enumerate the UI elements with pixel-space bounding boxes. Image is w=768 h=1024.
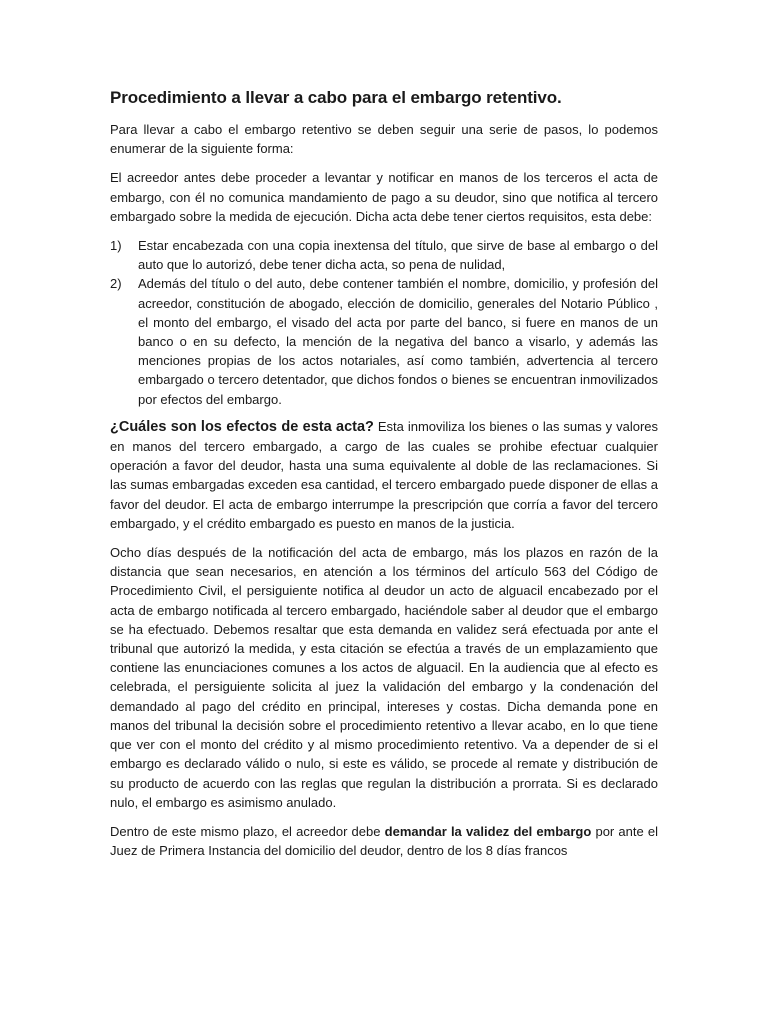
list-item-text: Estar encabezada con una copia inextensa del título, que sirve de base al embargo o del auto que lo autorizó, debe tener dicha acta, so pena de nulidad,	[138, 238, 658, 273]
requirements-list	[110, 236, 658, 409]
dentro-plazo-paragraph	[110, 822, 658, 860]
list-item	[110, 236, 658, 274]
list-item	[110, 274, 658, 408]
efectos-paragraph	[110, 417, 658, 533]
efectos-text: Esta inmoviliza los bienes o las sumas y valores en manos del tercero embargado, a cargo de las cuales se prohibe efectuar cualquier operación a favor del deudor, hasta una suma equivalente al doble de las reclamaciones. Si las sumas embargadas exceden esa cantidad, el tercero embargado puede disponer de ellas a favor del deudor. El acta de embargo interrumpe la prescripción que corría a favor del tercero embargado, y el crédito embargado es puesto en manos de la justicia.	[110, 418, 659, 531]
list-item-number: 2)	[110, 276, 122, 292]
question-heading: ¿Cuáles son los efectos de esta acta?	[110, 418, 374, 435]
para4-bold: demandar la validez del embargo	[384, 823, 592, 839]
document-title: Procedimiento a llevar a cabo para el embargo retentivo.	[110, 88, 562, 107]
ocho-dias-paragraph: Ocho días después de la notificación del acta de embargo, más los plazos en razón de la distancia que sean necesarios, en atención a los términos del artículo 563 del Código de Procedimiento Civil, el persiguiente notifica al deudor un acto de alguacil encabezado por el acta de embargo notificada al tercero embargado, haciéndole saber al deudor que el embargo se ha efectuado. Debemos resaltar que esta demanda en validez será efectuada por ante el tribunal que autorizó la medida, y esta citación se efectúa a través de un emplazamiento que contiene las enunciaciones comunes a los actos de alguacil. En la audiencia que al efecto es celebrada, el persiguiente solicita al juez la validación del embargo y la condenación del demandado al pago del crédito en principal, intereses y costas. Dicha demanda pone en manos del tribunal la decisión sobre el procedimiento retentivo a llevar acabo, en lo que tiene que ver con el monto del crédito y al mismo procedimiento retentivo. Va a depender de si el embargo es declarado válido o nulo, si este es válido, se procede al remate y distribución de su producto de acuerdo con las reglas que regulan la distribución a prorrata. Si es declarado nulo, el embargo es asimismo anulado.	[110, 545, 658, 810]
acreedor-paragraph: El acreedor antes debe proceder a levantar y notificar en manos de los terceros el acta de embargo, con él no comunica mandamiento de pago a su deudor, sino que notifica al tercero embargado sobre la medida de ejecución. Dicha acta debe tener ciertos requisitos, esta debe:	[110, 170, 658, 224]
list-item-number: 1)	[110, 238, 122, 254]
para4-pre: Dentro de este mismo plazo, el acreedor debe	[110, 823, 385, 839]
intro-paragraph: Para llevar a cabo el embargo retentivo se deben seguir una serie de pasos, lo podemos enumerar de la siguiente forma:	[110, 122, 658, 157]
list-item-text: Además del título o del auto, debe contener también el nombre, domicilio, y profesión del acreedor, constitución de abogado, elección de domicilio, generales del Notario Público , el monto del embargo, el visado del acta por parte del banco, si fuere en manos de un banco o en su defecto, la mención de la negativa del banco a visarlo, y además las menciones propias de los actos notariales, así como también, advertencia al tercero embargado o tercero detentador, que dichos fondos o bienes se encuentran inmovilizados por efectos del embargo.	[138, 276, 658, 407]
para4-post: por ante el Juez de Primera Instancia del domicilio del deudor, dentro de los 8 días francos	[110, 823, 659, 859]
